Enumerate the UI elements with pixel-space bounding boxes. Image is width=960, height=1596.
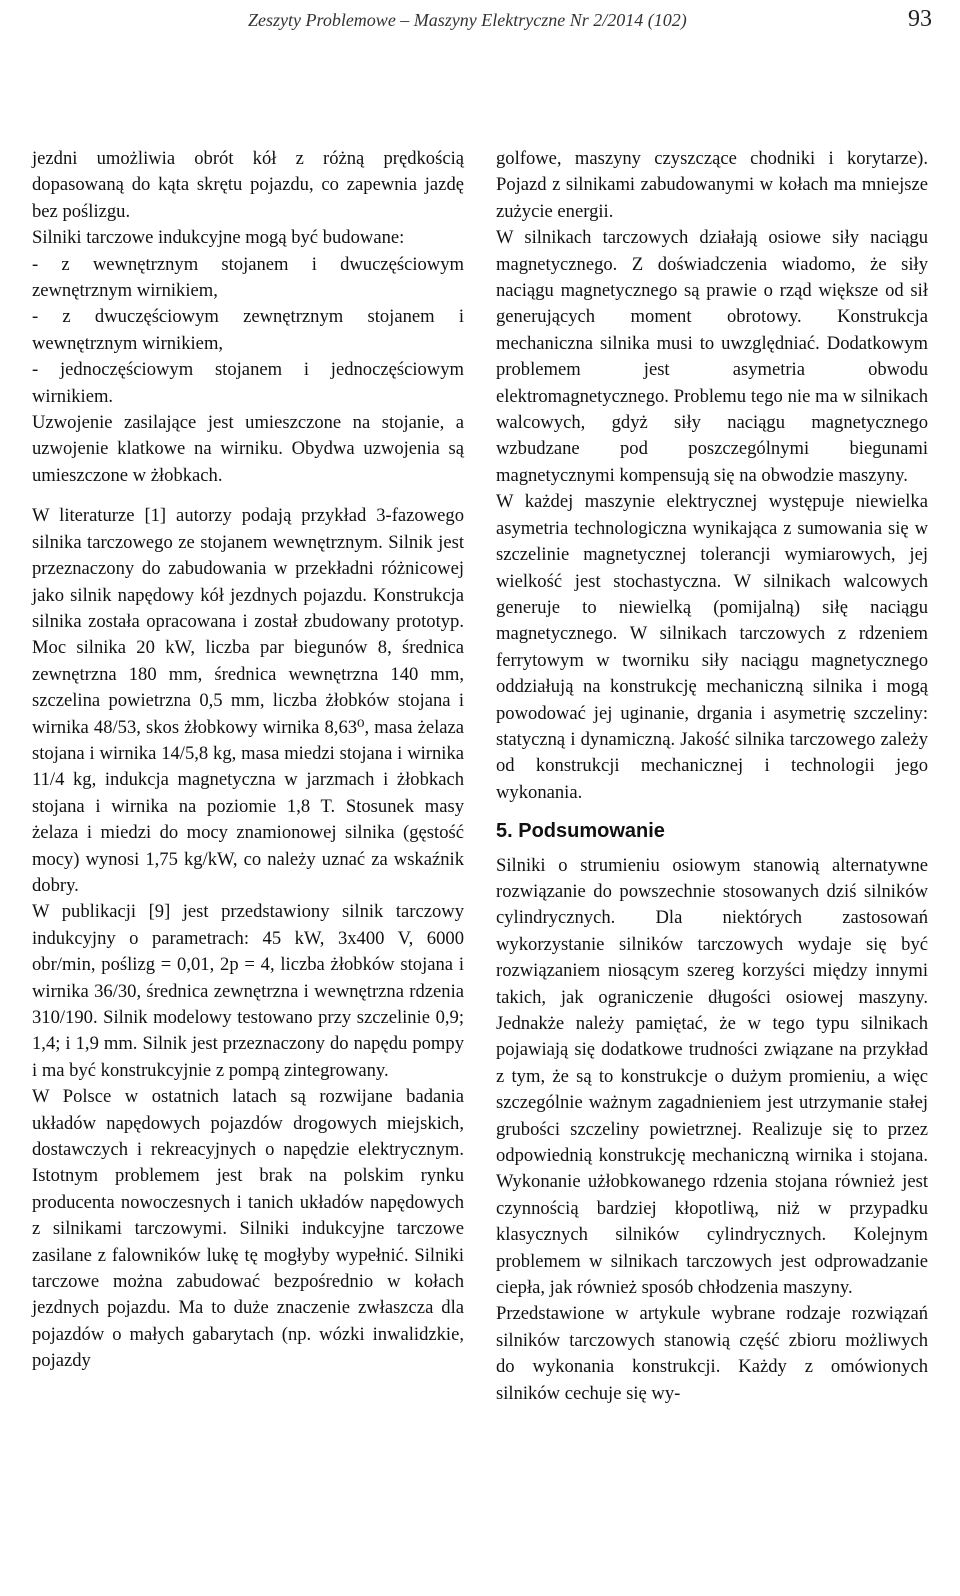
paragraph: W silnikach tarczowych działają osiowe siły naciągu magnetycznego. Z doświadczenia wiadomo, że siły naciągu magnetycznego są prawie o rząd większe od sił generujących moment obrotowy. Konstrukcja mechaniczna silnika musi to uwzględniać. Dodatkowym problemem jest asymetria obwodu elektromagnetycznego. Problemu tego nie ma w silnikach walcowych, gdyż siły naciągu magnetycznego wzbudzane pod poszczególnymi biegunami magnetycznymi kompensują się na obwodzie maszyny. bbox=[496, 227, 928, 486]
paragraph: golfowe, maszyny czyszczące chodniki i korytarze). Pojazd z silnikami zabudowanymi w kołach ma mniejsze zużycie energii. bbox=[496, 148, 928, 222]
paragraph: W Polsce w ostatnich latach są rozwijane badania układów napędowych pojazdów drogowych miejskich, dostawczych i rekreacyjnych o napędzie elektrycznym. Istotnym problemem jest brak na polskim rynku producenta nowoczesnych i tanich układów napędowych z silnikami tarczowymi. Silniki indukcyjne tarczowe zasilane z falowników lukę tę mogłyby wypełnić. Silniki tarczowe można zabudować bezpośrednio w kołach jezdnych pojazdu. Ma to duże znaczenie zwłaszcza dla pojazdów o małych gabarytach (np. wózki inwalidzkie, pojazdy bbox=[32, 1086, 464, 1372]
paragraph: Silniki tarczowe indukcyjne mogą być budowane: bbox=[32, 227, 405, 249]
right-column bbox=[496, 146, 928, 1407]
journal-title: Zeszyty Problemowe – Maszyny Elektryczne Nr 2/2014 (102) bbox=[248, 10, 687, 30]
section-heading: 5. Podsumowanie bbox=[496, 820, 665, 843]
paragraph: jezdni umożliwia obrót kół z różną prędkością dopasowaną do kąta skrętu pojazdu, co zapewnia jazdę bez poślizgu. bbox=[32, 148, 464, 222]
paragraph: W literaturze [1] autorzy podają przykład 3-fazowego silnika tarczowego ze stojanem wewnętrznym. Silnik jest przeznaczony do zabudowania w przekładni różnicowej jako silnik napędowy kół jezdnych pojazdu. Konstrukcja silnika została opracowana i został zbudowany prototyp. Moc silnika 20 kW, liczba par biegunów 8, średnica zewnętrzna 180 mm, średnica wewnętrzna 140 mm, szczelina powietrzna 0,5 mm, liczba żłobków stojana i wirnika 48/53, skos żłobkowy wirnika 8,63⁰, masa żelaza stojana i wirnika 14/5,8 kg, masa miedzi stojana i wirnika 11/4 kg, indukcja magnetyczna w jarzmach i żłobkach stojana i wirnika na poziomie 1,8 T. Stosunek masy żelaza i miedzi do mocy znamionowej silnika (gęstość mocy) wynosi 1,75 kg/kW, co należy uznać za wskaźnik dobry. bbox=[32, 505, 464, 896]
list-item: - z dwuczęściowym zewnętrznym stojanem i wewnętrznym wirnikiem, bbox=[32, 306, 464, 354]
left-column bbox=[32, 146, 464, 1375]
list-item: - z wewnętrznym stojanem i dwuczęściowym zewnętrznym wirnikiem, bbox=[32, 253, 464, 302]
page-header bbox=[0, 6, 960, 40]
page-number: 93 bbox=[908, 6, 932, 32]
paragraph: Przedstawione w artykule wybrane rodzaje rozwiązań silników tarczowych stanowią część zbioru możliwych do wykonania konstrukcji. Każdy z omówionych silników cechuje się wy- bbox=[496, 1303, 928, 1404]
paragraph: Uzwojenie zasilające jest umieszczone na stojanie, a uzwojenie klatkowe na wirniku. Obydwa uzwojenia są umieszczone w żłobkach. bbox=[32, 412, 464, 486]
paragraph: W każdej maszynie elektrycznej występuje niewielka asymetria technologiczna wynikająca z sumowania się w szczelinie magnetycznej tolerancji wymiarowych, jej wielkość jest stochastyczna. W silnikach walcowych generuje to niewielką (pomijalną) siłę naciągu magnetycznego. W silnikach tarczowych z rdzeniem ferrytowym w tworniku siły naciągu magnetycznego oddziałują na konstrukcję mechaniczną silnika i mogą powodować jej uginanie, drgania i asymetrię szczeliny: statyczną i dynamiczną. Jakość silnika tarczowego zależy od konstrukcji mechanicznej i technologii jego wykonania. bbox=[496, 491, 928, 803]
paragraph: Silniki o strumieniu osiowym stanowią alternatywne rozwiązanie do powszechnie stosowanych dziś silników cylindrycznych. Dla niektórych zastosowań wykorzystanie silników tarczowych wydaje się być rozwiązaniem niosącym szereg korzyści między innymi takich, jak ograniczenie długości osiowej maszyny. Jednakże należy pamiętać, że w tego typu silnikach pojawiają się dodatkowe trudności związane na przykład z tym, że są to konstrukcje o dużym promieniu, a więc szczególnie ważnym zagadnieniem jest utrzymanie stałej grubości szczeliny powietrznej. Realizuje się to przez odpowiednią konstrukcję mechaniczną wirnika i stojana. Wykonanie użłobkowanego rdzenia stojana również jest czynnością bardziej kłopotliwą, niż w przypadku klasycznych silników cylindrycznych. Kolejnym problemem w silnikach tarczowych jest odprowadzanie ciepła, jak również sposób chłodzenia maszyny. bbox=[496, 854, 928, 1299]
paragraph: W publikacji [9] jest przedstawiony silnik tarczowy indukcyjny o parametrach: 45 kW, 3x400 V, 6000 obr/min, poślizg = 0,01, 2p = 4, liczba żłobków stojana i wirnika 36/30, średnica zewnętrzna i wewnętrzna rdzenia 310/190. Silnik modelowy testowano przy szczelinie 0,9; 1,4; i 1,9 mm. Silnik jest przeznaczony do napędu pompy i ma być konstrukcyjnie z pompą zintegrowany. bbox=[32, 901, 464, 1081]
list-item: - jednoczęściowym stojanem i jednoczęściowym wirnikiem. bbox=[32, 359, 464, 407]
